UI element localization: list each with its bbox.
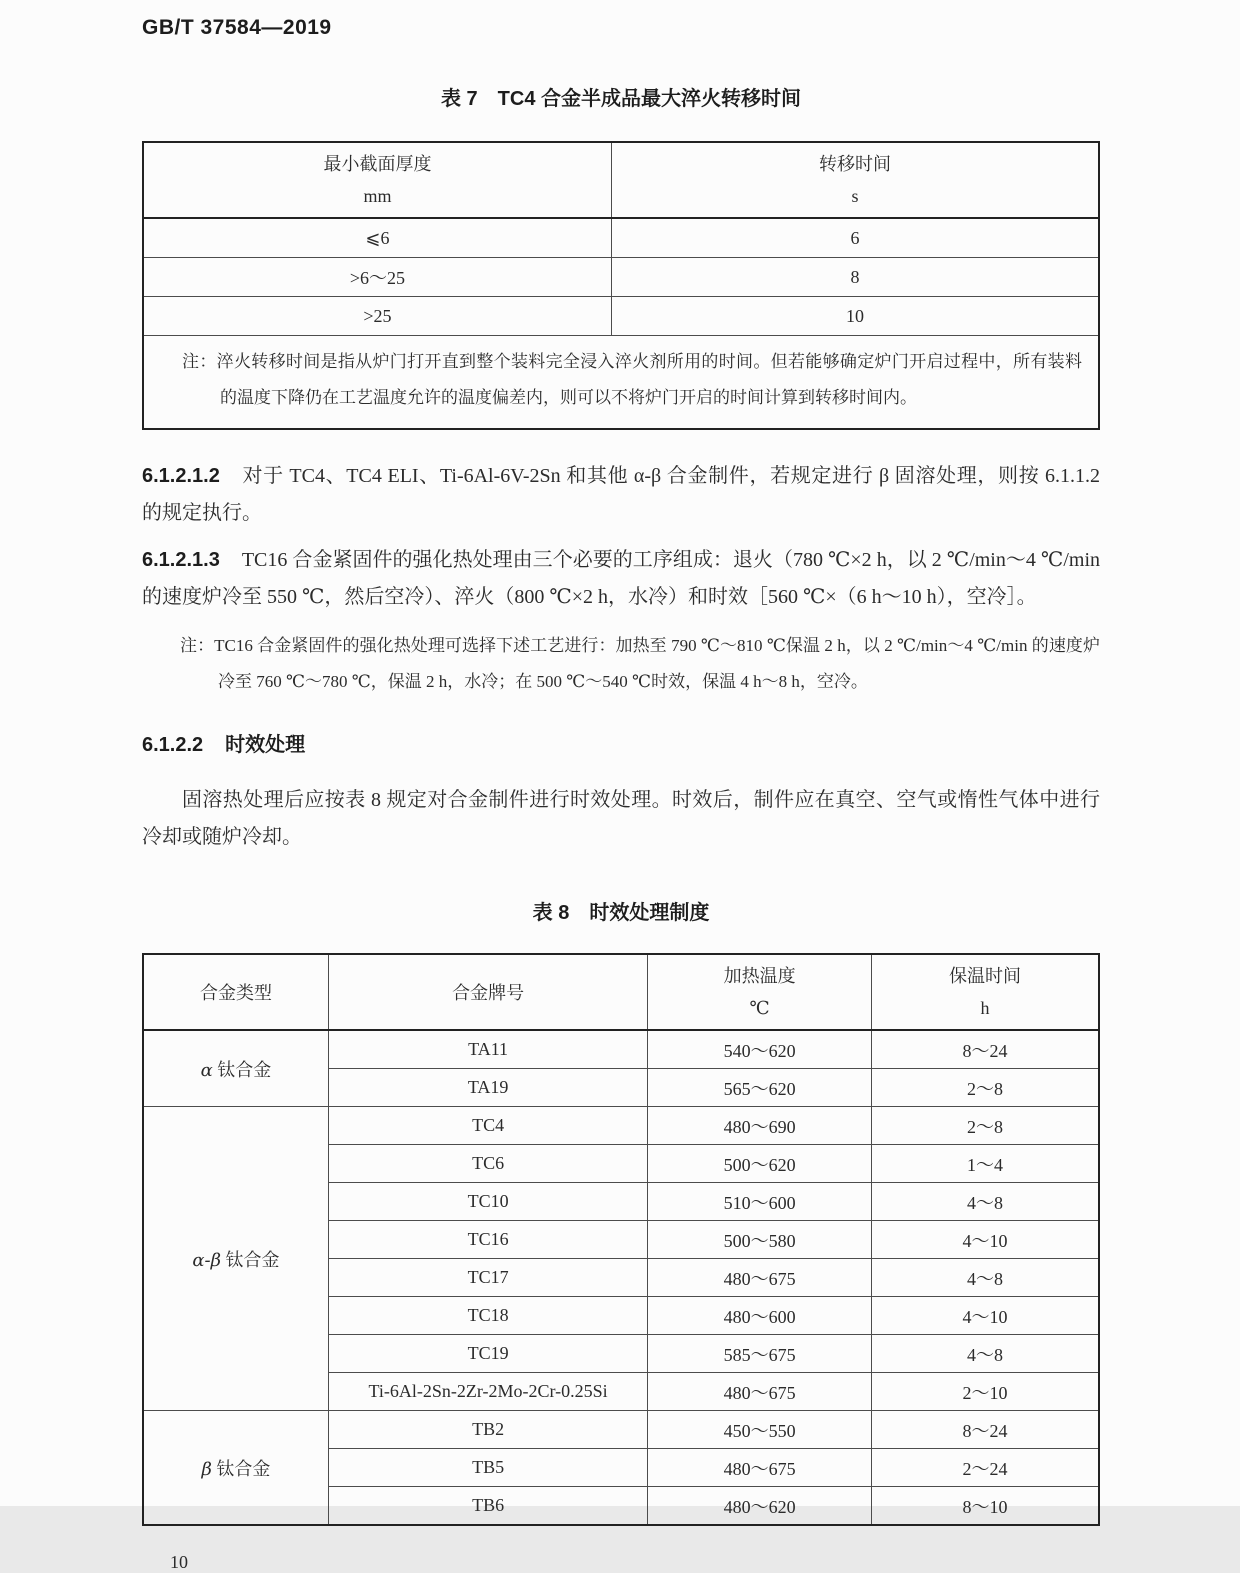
table7-note-section — [143, 336, 1099, 430]
alloy-time-value: 1～4 — [871, 1145, 1099, 1183]
clause-text: TC16 合金紧固件的强化热处理由三个必要的工序组成：退火（780 ℃×2 h，以 2 ℃/min～4 ℃/min 的速度炉冷至 550 ℃，然后空冷）、淬火（800 ℃×2 h，水冷）和时效［560 ℃×（6 h～10 h），空冷］。 — [142, 549, 1100, 608]
alloy-grade-value: TC6 — [328, 1145, 647, 1183]
alloy-temp-value: 480～620 — [648, 1487, 872, 1526]
alloy-time-value: 4～8 — [871, 1335, 1099, 1373]
alloy-grade-value: TB5 — [328, 1449, 647, 1487]
table8-row — [143, 1107, 1099, 1145]
alloy-grade-value: TC19 — [328, 1335, 647, 1373]
alloy-grade-value: TC16 — [328, 1221, 647, 1259]
clause-number: 6.1.2.1.2 — [142, 465, 220, 487]
alloy-temp-value: 565～620 — [648, 1069, 872, 1107]
alloy-temp-value: 540～620 — [648, 1030, 872, 1069]
alloy-time-value: 2～10 — [871, 1373, 1099, 1411]
clause-number: 6.1.2.1.3 — [142, 549, 220, 571]
page-number: 10 — [170, 1552, 188, 1572]
table8 — [142, 953, 1100, 1526]
table7-header-row — [143, 142, 1099, 218]
col-alloy-type: 合金类型 — [143, 954, 328, 1030]
alloy-grade-value: TC4 — [328, 1107, 647, 1145]
table7-row — [143, 297, 1099, 336]
min-section-thickness-value: ⩽6 — [143, 218, 611, 258]
table7-row — [143, 218, 1099, 258]
alloy-time-value: 2～8 — [871, 1069, 1099, 1107]
col-holding-time — [871, 954, 1099, 1030]
alloy-temp-value: 500～580 — [648, 1221, 872, 1259]
table8-title: 表 8 时效处理制度 — [532, 902, 710, 924]
transfer-time-value: 6 — [611, 218, 1099, 258]
alloy-type-greek: β — [201, 1458, 212, 1480]
alloy-temp-value: 480～690 — [648, 1107, 872, 1145]
transfer-time-value: 8 — [611, 258, 1099, 297]
section-number: 6.1.2.2 — [142, 734, 204, 756]
table7-note-row — [143, 336, 1099, 430]
alloy-temp-value: 480～675 — [648, 1259, 872, 1297]
table7-title: 表 7 TC4 合金半成品最大淬火转移时间 — [440, 88, 802, 110]
alloy-temp-value: 585～675 — [648, 1335, 872, 1373]
alloy-type-cell — [143, 1411, 328, 1526]
alloy-time-value: 4～10 — [871, 1221, 1099, 1259]
table7-note-cell — [143, 336, 1099, 430]
alloy-grade-value: Ti-6Al-2Sn-2Zr-2Mo-2Cr-0.25Si — [328, 1373, 647, 1411]
col-title: 加热温度 — [723, 966, 796, 986]
table8-body — [143, 1030, 1099, 1525]
col-title: 最小截面厚度 — [323, 154, 432, 174]
alloy-time-value: 2～8 — [871, 1107, 1099, 1145]
table8-row — [143, 1030, 1099, 1069]
table7-body — [143, 218, 1099, 336]
table8-header — [143, 954, 1099, 1030]
table7 — [142, 141, 1100, 430]
alloy-temp-value: 450～550 — [648, 1411, 872, 1449]
alloy-type-cell — [143, 1107, 328, 1411]
alloy-grade-value: TB6 — [328, 1487, 647, 1526]
table7-row — [143, 258, 1099, 297]
alloy-time-value: 8～24 — [871, 1411, 1099, 1449]
transfer-time-value: 10 — [611, 297, 1099, 336]
standard-number: GB/T 37584—2019 — [142, 16, 332, 39]
alloy-grade-value: TA19 — [328, 1069, 647, 1107]
alloy-time-value: 8～24 — [871, 1030, 1099, 1069]
col-unit: s — [851, 186, 859, 206]
clause-6-1-2-1-2 — [142, 458, 1100, 532]
table8-row — [143, 1411, 1099, 1449]
alloy-type-cell — [143, 1030, 328, 1107]
alloy-type-greek: α-β — [192, 1249, 222, 1271]
alloy-temp-value: 480～675 — [648, 1373, 872, 1411]
col-heating-temperature — [648, 954, 872, 1030]
min-section-thickness-value: >25 — [143, 297, 611, 336]
alloy-type-text: 钛合金 — [211, 1458, 271, 1479]
col-transfer-time — [611, 142, 1099, 218]
section-heading: 时效处理 — [225, 734, 306, 756]
col-alloy-grade: 合金牌号 — [328, 954, 647, 1030]
alloy-grade-value: TC10 — [328, 1183, 647, 1221]
section-6-1-2-2-paragraph: 固溶热处理后应按表 8 规定对合金制件进行时效处理。时效后，制件应在真空、空气或惰性气体中进行冷却或随炉冷却。 — [142, 789, 1100, 848]
col-min-section-thickness — [143, 142, 611, 218]
alloy-time-value: 2～24 — [871, 1449, 1099, 1487]
min-section-thickness-value: >6～25 — [143, 258, 611, 297]
alloy-temp-value: 480～600 — [648, 1297, 872, 1335]
col-title: 保温时间 — [948, 966, 1021, 986]
alloy-grade-value: TA11 — [328, 1030, 647, 1069]
alloy-temp-value: 500～620 — [648, 1145, 872, 1183]
alloy-grade-value: TC17 — [328, 1259, 647, 1297]
clause-text: 对于 TC4、TC4 ELI、Ti-6Al-6V-2Sn 和其他 α-β 合金制件，若规定进行 β 固溶处理，则按 6.1.1.2 的规定执行。 — [142, 465, 1100, 524]
alloy-time-value: 4～8 — [871, 1259, 1099, 1297]
alloy-temp-value: 480～675 — [648, 1449, 872, 1487]
alloy-type-greek: α — [200, 1059, 213, 1081]
alloy-grade-value: TC18 — [328, 1297, 647, 1335]
alloy-time-value: 8～10 — [871, 1487, 1099, 1526]
alloy-grade-value: TB2 — [328, 1411, 647, 1449]
col-unit: mm — [363, 186, 392, 206]
clause-6-1-2-1-3 — [142, 542, 1100, 616]
col-unit: ℃ — [749, 998, 770, 1018]
table8-header-row — [143, 954, 1099, 1030]
alloy-time-value: 4～10 — [871, 1297, 1099, 1335]
alloy-type-text: 钛合金 — [212, 1059, 272, 1080]
alloy-type-text: 钛合金 — [221, 1249, 280, 1270]
col-unit: h — [980, 998, 990, 1018]
col-title: 转移时间 — [818, 154, 891, 174]
alloy-time-value: 4～8 — [871, 1183, 1099, 1221]
table7-note: 注：淬火转移时间是指从炉门打开直到整个装料完全浸入淬火剂所用的时间。但若能够确定炉门开启过程中，所有装料的温度下降仍在工艺温度允许的温度偏差内，则可以不将炉门开启的时间计算到转移时间内。 — [182, 352, 1082, 407]
clause-6-1-2-1-3-note: 注：TC16 合金紧固件的强化热处理可选择下述工艺进行：加热至 790 ℃～810 ℃保温 2 h，以 2 ℃/min～4 ℃/min 的速度炉冷至 760 ℃～780 ℃，保温 2 h，水冷；在 500 ℃～540 ℃时效，保温 4 h～8 h，空冷。 — [180, 636, 1100, 691]
table7-header — [143, 142, 1099, 218]
alloy-temp-value: 510～600 — [648, 1183, 872, 1221]
section-6-1-2-2 — [142, 730, 1100, 760]
